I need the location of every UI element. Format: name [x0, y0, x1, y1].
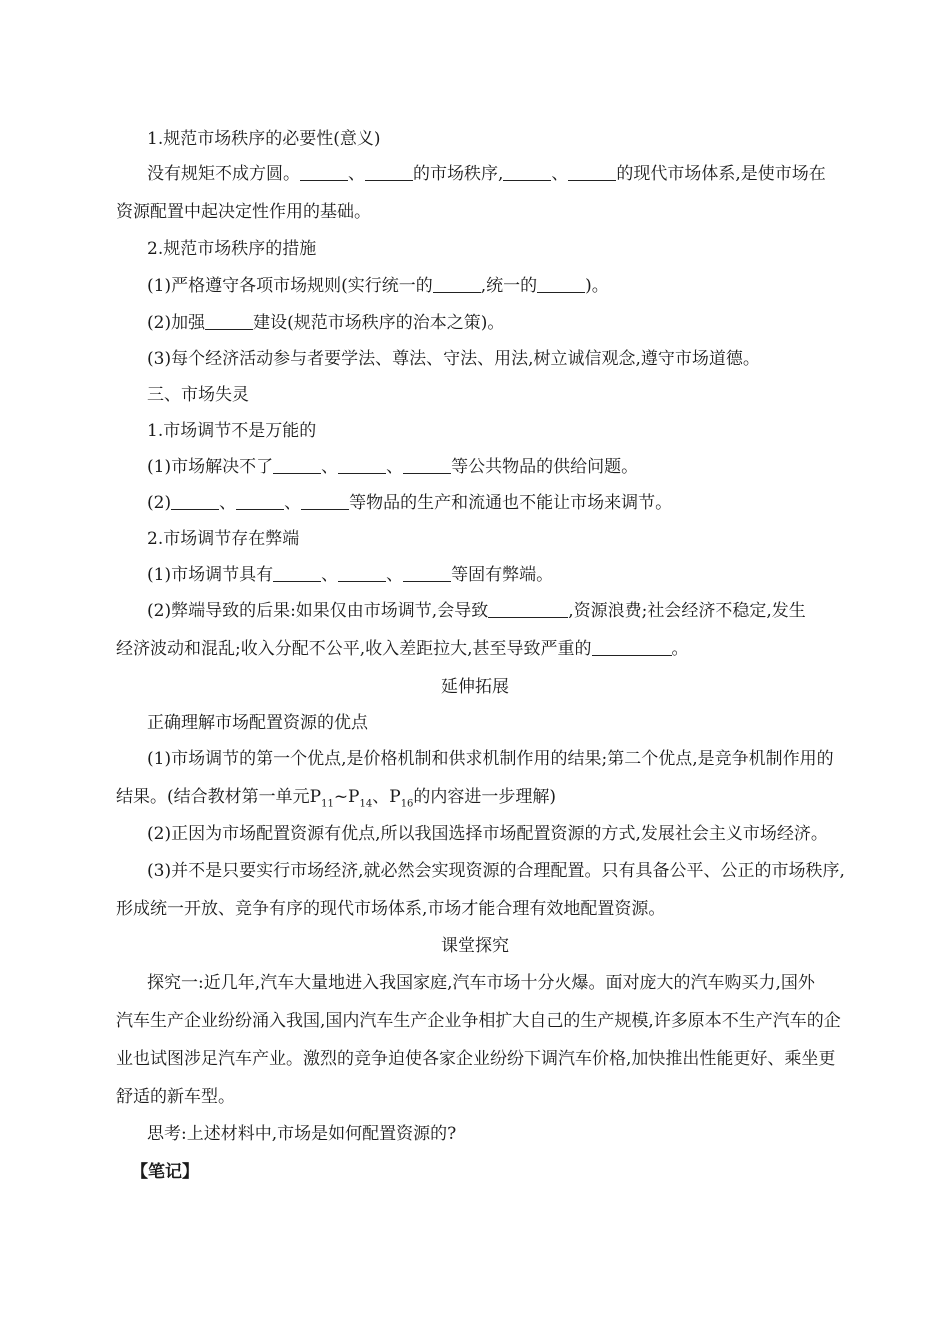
fill-blank[interactable] — [236, 492, 284, 510]
fill-blank[interactable] — [338, 564, 386, 582]
list-item: (1)严格遵守各项市场规则(实行统一的 ,统一的 )。 — [147, 276, 609, 296]
fill-blank[interactable] — [365, 163, 413, 181]
section-heading: 正确理解市场配置资源的优点 — [147, 713, 368, 733]
notes-label: 【笔记】 — [131, 1162, 199, 1182]
fill-blank[interactable] — [301, 492, 349, 510]
section-heading: 2.规范市场秩序的措施 — [147, 239, 317, 259]
section-heading: 三、市场失灵 — [147, 385, 249, 405]
fill-blank[interactable] — [300, 163, 348, 181]
fill-blank[interactable] — [537, 275, 585, 293]
list-item: (1)市场解决不了 、 、 等公共物品的供给问题。 — [147, 457, 639, 477]
fill-blank[interactable] — [568, 163, 616, 181]
paragraph: 经济波动和混乱;收入分配不公平,收入差距拉大,甚至导致严重的 。 — [116, 639, 689, 659]
paragraph: (1)市场调节的第一个优点,是价格机制和供求机制作用的结果;第二个优点,是竞争机制作用的 — [147, 749, 834, 769]
section-title: 课堂探究 — [441, 936, 509, 956]
fill-blank[interactable] — [273, 456, 321, 474]
subsection-heading: 2.市场调节存在弊端 — [147, 529, 300, 549]
subsection-heading: 1.市场调节不是万能的 — [147, 421, 317, 441]
fill-blank[interactable] — [403, 456, 451, 474]
fill-blank[interactable] — [503, 163, 551, 181]
paragraph: 没有规矩不成方圆。 、 的市场秩序, 、 的现代市场体系,是使市场在 — [147, 164, 826, 184]
section-heading: 1.规范市场秩序的必要性(意义) — [147, 129, 381, 149]
paragraph: 形成统一开放、竞争有序的现代市场体系,市场才能合理有效地配置资源。 — [116, 899, 666, 919]
fill-blank[interactable] — [403, 564, 451, 582]
paragraph: 探究一:近几年,汽车大量地进入我国家庭,汽车市场十分火爆。面对庞大的汽车购买力,国外 — [147, 973, 815, 993]
fill-blank[interactable] — [433, 275, 481, 293]
paragraph: 资源配置中起决定性作用的基础。 — [116, 202, 371, 222]
fill-blank[interactable] — [592, 638, 672, 656]
paragraph: 舒适的新车型。 — [116, 1087, 235, 1107]
list-item: (2)弊端导致的后果:如果仅由市场调节,会导致 ,资源浪费;社会经济不稳定,发生 — [147, 601, 806, 621]
section-title: 延伸拓展 — [441, 677, 509, 697]
list-item: (3)每个经济活动参与者要学法、尊法、守法、用法,树立诚信观念,遵守市场道德。 — [147, 349, 760, 369]
paragraph: (2)正因为市场配置资源有优点,所以我国选择市场配置资源的方式,发展社会主义市场经济。 — [147, 824, 828, 844]
fill-blank[interactable] — [273, 564, 321, 582]
list-item: (2)加强 建设(规范市场秩序的治本之策)。 — [147, 313, 505, 333]
fill-blank[interactable] — [338, 456, 386, 474]
paragraph: (3)并不是只要实行市场经济,就必然会实现资源的合理配置。只有具备公平、公正的市场秩序, — [147, 861, 845, 881]
fill-blank[interactable] — [205, 312, 253, 330]
list-item: (1)市场调节具有 、 、 等固有弊端。 — [147, 565, 554, 585]
list-item: (2) 、 、 等物品的生产和流通也不能让市场来调节。 — [147, 493, 673, 513]
fill-blank[interactable] — [171, 492, 219, 510]
paragraph: 汽车生产企业纷纷涌入我国,国内汽车生产企业争相扩大自己的生产规模,许多原本不生产汽车的企 — [116, 1011, 841, 1031]
paragraph: 结果。(结合教材第一单元$P_{11}\sim P_{14}$、$P_{16}$的内容进一步理解) — [116, 787, 557, 810]
question: 思考:上述材料中,市场是如何配置资源的? — [147, 1124, 457, 1144]
fill-blank[interactable] — [488, 600, 568, 618]
paragraph: 业也试图涉足汽车产业。激烈的竞争迫使各家企业纷纷下调汽车价格,加快推出性能更好、乘坐更 — [116, 1049, 836, 1069]
